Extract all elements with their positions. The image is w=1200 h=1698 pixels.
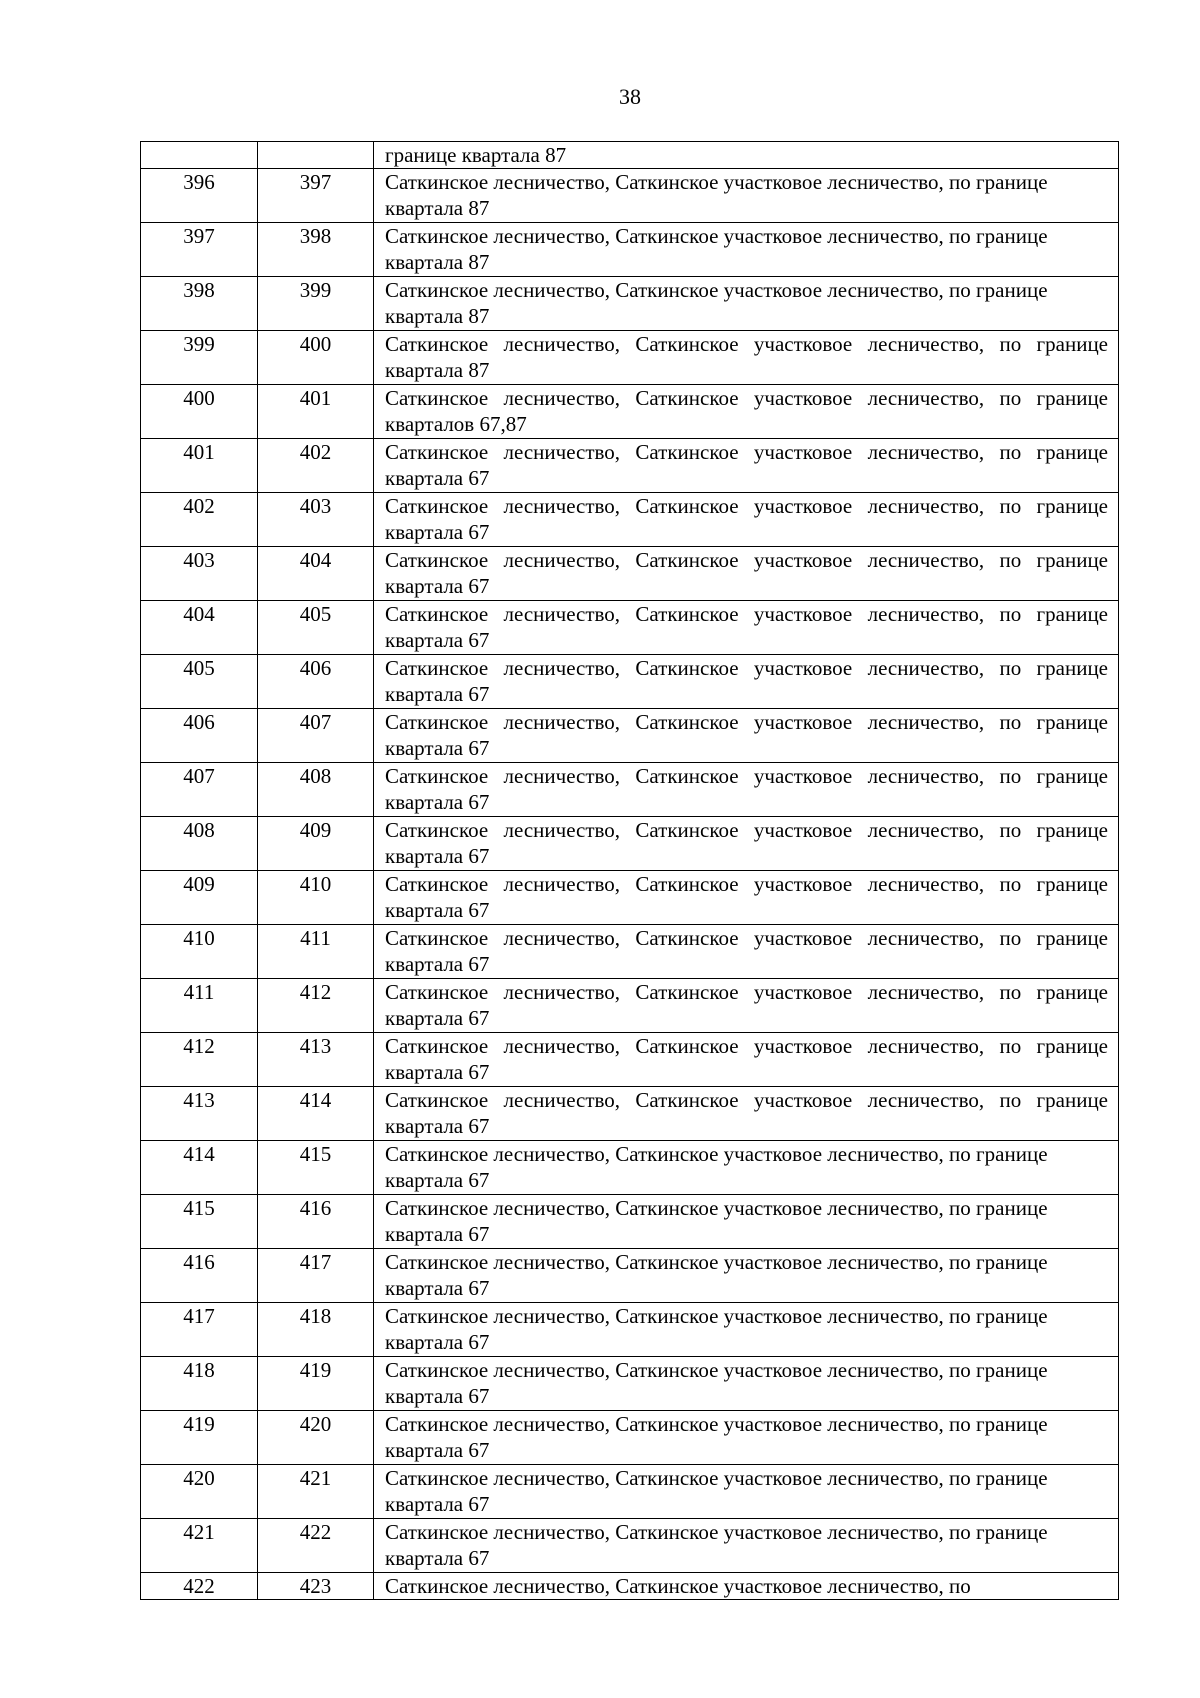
boundary-description-cell: Саткинское лесничество, Саткинское участковое лесничество, по границе квартала 67 [374,1249,1119,1303]
table-row [141,601,1119,655]
table-row [141,871,1119,925]
table-row [141,169,1119,223]
point-to-cell: 411 [258,925,374,979]
table-row [141,1411,1119,1465]
boundary-description-cell: Саткинское лесничество, Саткинское участковое лесничество, по границе квартала 67 [374,1519,1119,1573]
point-to-cell: 419 [258,1357,374,1411]
table-row [141,1519,1119,1573]
point-to-cell: 402 [258,439,374,493]
point-from-cell: 397 [141,223,258,277]
point-from-cell: 399 [141,331,258,385]
point-from-cell: 398 [141,277,258,331]
boundary-description-cell: Саткинское лесничество, Саткинское участковое лесничество, по границе квартала 67 [374,493,1119,547]
boundary-description-cell: Саткинское лесничество, Саткинское участковое лесничество, по границе квартала 67 [374,1141,1119,1195]
boundary-description-cell: Саткинское лесничество, Саткинское участковое лесничество, по границе квартала 87 [374,331,1119,385]
point-from-cell: 406 [141,709,258,763]
table-row [141,1195,1119,1249]
table-row [141,1033,1119,1087]
point-from-cell: 414 [141,1141,258,1195]
boundary-description-cell: Саткинское лесничество, Саткинское участковое лесничество, по границе квартала 67 [374,979,1119,1033]
boundary-description-cell: Саткинское лесничество, Саткинское участковое лесничество, по границе квартала 67 [374,1033,1119,1087]
point-to-cell: 401 [258,385,374,439]
table-row [141,1141,1119,1195]
point-to-cell: 420 [258,1411,374,1465]
boundary-description-cell: Саткинское лесничество, Саткинское участковое лесничество, по границе квартала 67 [374,763,1119,817]
boundary-description-cell: Саткинское лесничество, Саткинское участковое лесничество, по границе квартала 67 [374,547,1119,601]
table-row [141,493,1119,547]
boundary-description-cell: Саткинское лесничество, Саткинское участковое лесничество, по границе квартала 87 [374,223,1119,277]
boundary-description-cell: Саткинское лесничество, Саткинское участковое лесничество, по границе квартала 87 [374,169,1119,223]
table-row [141,1357,1119,1411]
boundary-description-cell: Саткинское лесничество, Саткинское участковое лесничество, по границе квартала 87 [374,277,1119,331]
page-number: 38 [619,84,641,109]
point-from-cell: 405 [141,655,258,709]
point-from-cell: 404 [141,601,258,655]
boundary-description-cell: Саткинское лесничество, Саткинское участковое лесничество, по границе квартала 67 [374,439,1119,493]
point-to-cell: 421 [258,1465,374,1519]
boundary-description-cell: Саткинское лесничество, Саткинское участковое лесничество, по границе квартала 67 [374,1195,1119,1249]
table-row [141,277,1119,331]
point-to-cell: 408 [258,763,374,817]
point-from-cell: 415 [141,1195,258,1249]
table-row [141,817,1119,871]
table-row [141,1087,1119,1141]
point-to-cell: 416 [258,1195,374,1249]
boundary-description-cell: Саткинское лесничество, Саткинское участковое лесничество, по границе квартала 67 [374,655,1119,709]
point-to-cell: 404 [258,547,374,601]
point-from-cell: 411 [141,979,258,1033]
point-from-cell [141,142,258,169]
boundary-description-cell: Саткинское лесничество, Саткинское участковое лесничество, по границе квартала 67 [374,871,1119,925]
point-to-cell: 403 [258,493,374,547]
boundary-description-cell: Саткинское лесничество, Саткинское участковое лесничество, по [374,1573,1119,1600]
point-to-cell: 423 [258,1573,374,1600]
point-to-cell: 398 [258,223,374,277]
table-row [141,547,1119,601]
table-row [141,1249,1119,1303]
point-to-cell: 422 [258,1519,374,1573]
table-row [141,223,1119,277]
point-to-cell: 418 [258,1303,374,1357]
point-from-cell: 409 [141,871,258,925]
point-to-cell: 399 [258,277,374,331]
point-from-cell: 422 [141,1573,258,1600]
point-to-cell: 400 [258,331,374,385]
point-from-cell: 408 [141,817,258,871]
point-to-cell: 409 [258,817,374,871]
point-from-cell: 412 [141,1033,258,1087]
boundary-description-cell: Саткинское лесничество, Саткинское участковое лесничество, по границе квартала 67 [374,1411,1119,1465]
boundary-description-cell: Саткинское лесничество, Саткинское участковое лесничество, по границе квартала 67 [374,601,1119,655]
point-from-cell: 419 [141,1411,258,1465]
point-to-cell: 407 [258,709,374,763]
boundary-description-cell: Саткинское лесничество, Саткинское участковое лесничество, по границе квартала 67 [374,709,1119,763]
table-body [141,142,1119,1600]
point-to-cell: 410 [258,871,374,925]
table-row [141,385,1119,439]
boundary-description-cell: Саткинское лесничество, Саткинское участковое лесничество, по границе квартала 67 [374,1465,1119,1519]
point-to-cell: 406 [258,655,374,709]
point-to-cell: 397 [258,169,374,223]
point-to-cell: 417 [258,1249,374,1303]
point-from-cell: 407 [141,763,258,817]
table-row [141,439,1119,493]
point-to-cell [258,142,374,169]
point-from-cell: 396 [141,169,258,223]
point-from-cell: 420 [141,1465,258,1519]
point-from-cell: 421 [141,1519,258,1573]
point-to-cell: 412 [258,979,374,1033]
point-from-cell: 400 [141,385,258,439]
point-from-cell: 402 [141,493,258,547]
boundary-description-cell: Саткинское лесничество, Саткинское участковое лесничество, по границе квартала 67 [374,817,1119,871]
table-row [141,142,1119,169]
point-from-cell: 413 [141,1087,258,1141]
table-row [141,331,1119,385]
table-row [141,1465,1119,1519]
boundary-description-cell: Саткинское лесничество, Саткинское участковое лесничество, по границе квартала 67 [374,925,1119,979]
table-row [141,763,1119,817]
table-row [141,979,1119,1033]
table-row [141,1573,1119,1600]
boundary-description-cell: Саткинское лесничество, Саткинское участковое лесничество, по границе квартала 67 [374,1087,1119,1141]
boundary-description-cell: Саткинское лесничество, Саткинское участковое лесничество, по границе квартала 67 [374,1357,1119,1411]
point-to-cell: 414 [258,1087,374,1141]
point-from-cell: 418 [141,1357,258,1411]
point-from-cell: 417 [141,1303,258,1357]
point-to-cell: 405 [258,601,374,655]
point-from-cell: 410 [141,925,258,979]
point-from-cell: 416 [141,1249,258,1303]
boundary-description-cell: Саткинское лесничество, Саткинское участковое лесничество, по границе кварталов 67,87 [374,385,1119,439]
point-to-cell: 413 [258,1033,374,1087]
table-row [141,925,1119,979]
boundary-description-cell: Саткинское лесничество, Саткинское участковое лесничество, по границе квартала 67 [374,1303,1119,1357]
point-from-cell: 401 [141,439,258,493]
boundary-table [140,141,1119,1600]
point-to-cell: 415 [258,1141,374,1195]
table-row [141,655,1119,709]
table-row [141,709,1119,763]
table-row [141,1303,1119,1357]
boundary-description-cell: границе квартала 87 [374,142,1119,169]
point-from-cell: 403 [141,547,258,601]
